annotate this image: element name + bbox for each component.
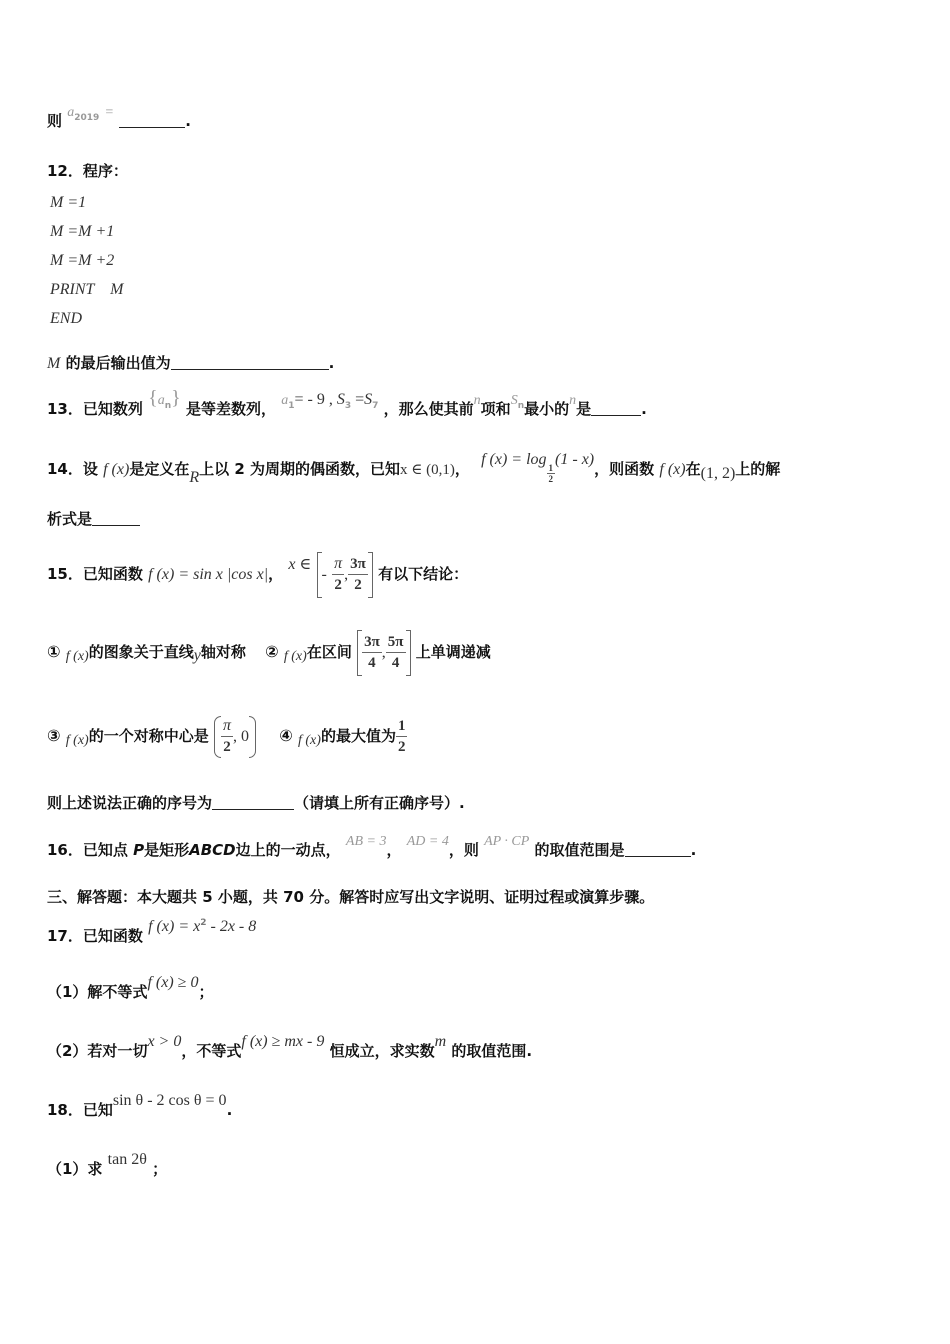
- q18-line: 18．已知sin θ - 2 cos θ = 0.: [47, 1092, 233, 1119]
- q15-line: 15．已知函数 f (x) = sin x |cos x|， x ∈ - $\frac{\pi}{2}$ , $\frac{3\pi}{2}$ 有以下结论：: [47, 548, 468, 600]
- answer-blank[interactable]: [212, 793, 294, 810]
- q14-line: 14．设 f (x)是定义在R上以 2 为周期的偶函数，已知x ∈ (0,1)， f (x) = log $\frac{1}{2}$ (1 - x)，则函数 f (x)在(1, 2)上的解: [47, 451, 781, 486]
- code-line: END: [50, 310, 82, 327]
- q12-output-line: M 的最后输出值为 .: [47, 354, 335, 372]
- code-line: M =1: [50, 194, 87, 211]
- section-heading: 三、解答题：本大题共 5 小题，共 70 分。解答时应写出文字说明、证明过程或演算步骤。: [47, 888, 655, 906]
- code-line: PRINT M: [50, 281, 124, 298]
- q16-line: 16．已知点 P是矩形ABCD边上的一动点， AB = 3， AD = 4，则 AP · CP 的取值范围是 .: [47, 834, 697, 859]
- code-line: M =M +2: [50, 252, 115, 269]
- code-line: M =M +1: [50, 223, 115, 240]
- answer-blank[interactable]: [119, 111, 185, 128]
- q15-claims-1-2: ① f (x)的图象关于直线y轴对称 ② f (x)在区间 $\frac{3\pi}{4}$ , $\frac{5\pi}{4}$ 上单调递减: [47, 626, 491, 678]
- answer-blank[interactable]: [625, 840, 691, 857]
- q14-line-2: 析式是: [47, 508, 140, 530]
- q11-answer-line: 则 $a_{2019}$ = .: [47, 105, 191, 130]
- q17-line: 17．已知函数 f $(x) = x^2 - 2x - 8$: [47, 918, 257, 945]
- q15-answer-line: 则上述说法正确的序号为 （请填上所有正确序号）.: [47, 794, 465, 812]
- q12-label: 12．程序：: [47, 162, 128, 180]
- q17-part1: （1）解不等式f (x) ≥ 0；: [47, 974, 214, 1001]
- answer-blank[interactable]: [591, 399, 641, 416]
- answer-blank[interactable]: [92, 509, 140, 526]
- answer-blank[interactable]: [171, 353, 329, 370]
- q15-claims-3-4: ③ f (x)的一个对称中心是 $\frac{\pi}{2}$ , 0 ④ f (x)的最大值为 $\frac{1}{2}$: [47, 710, 407, 762]
- q17-part2: （2）若对一切x > 0，不等式f (x) ≥ mx - 9 恒成立，求实数m 的取值范围.: [47, 1033, 533, 1060]
- q18-part1: （1）求 tan 2θ ；: [47, 1151, 168, 1178]
- q13-line: 13．已知数列 $\{a_n\}$ 是等差数列， $a_1= - 9$ , $S_3 =S_7$ ，那么使其前n项和$S_n$最小的n是 .: [47, 387, 647, 418]
